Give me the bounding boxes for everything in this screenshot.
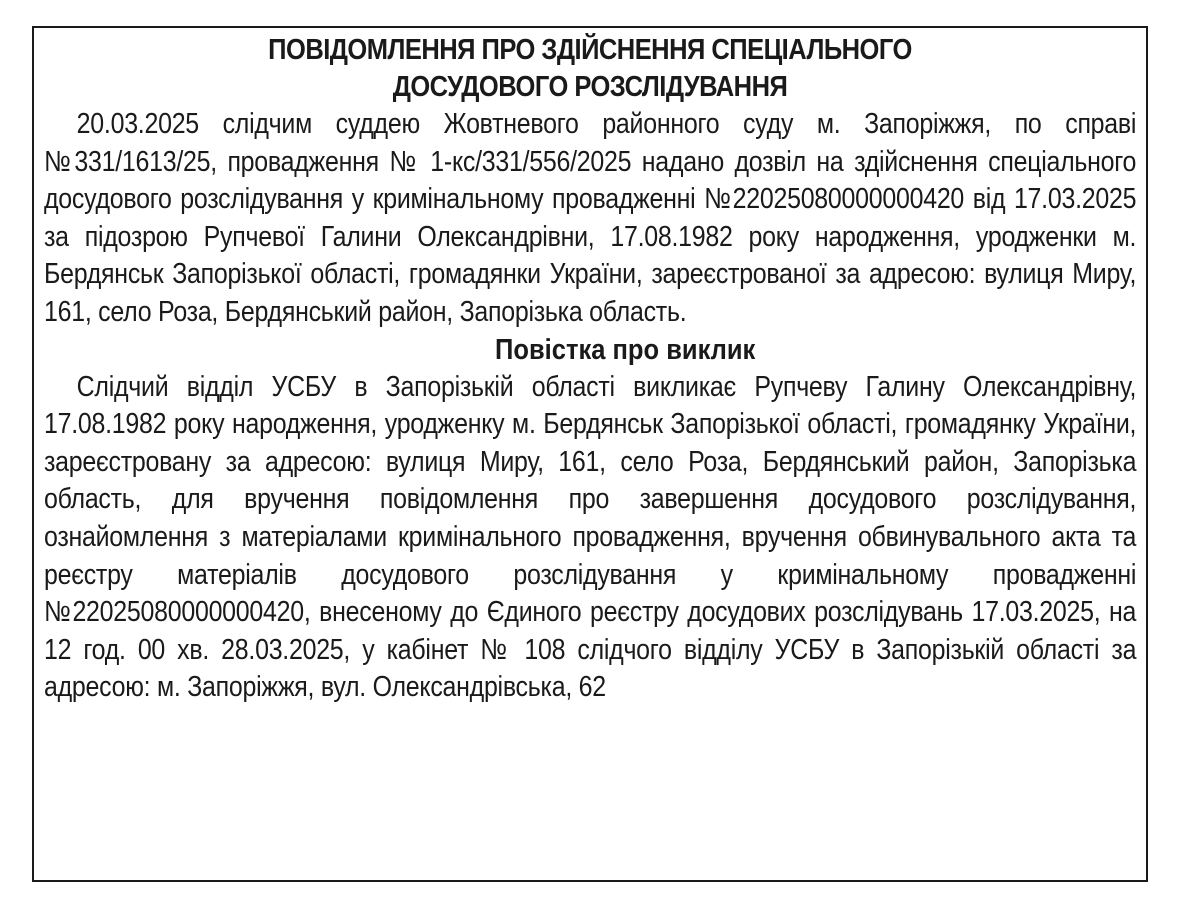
notice-title-line-1: ПОВІДОМЛЕННЯ ПРО ЗДІЙСНЕННЯ СПЕЦІАЛЬНОГО xyxy=(268,34,912,66)
notice-frame xyxy=(32,26,1148,882)
notice-title-line-2: ДОСУДОВОГО РОЗСЛІДУВАННЯ xyxy=(392,71,788,103)
summons-title: Повістка про виклик xyxy=(495,333,756,366)
summons-body: Слідчий відділ УСБУ в Запорізькій області викликає Рупчеву Галину Олександрівну, 17.08.1982 року народження, уродженку м. Бердянськ Запорізької області, громадянку України, зареєстровану за адресою: вулиця Миру, 161, село Роза, Бердянський район, Запорізька область, для вручення повідомлення про завершення досудового розслідування, ознайомлення з матеріалами кримінального провадження, вручення обвинувального акта та реєстру матеріалів досудового розслідування у кримінальному провадженні №22025080000000420, внесеному до Єдиного реєстру досудових розслідувань 17.03.2025, на 12 год. 00 хв. 28.03.2025, у кабінет № 108 слідчого відділу УСБУ в Запорізькій області за адресою: м. Запоріжжя, вул. Олександрівська, 62 xyxy=(44,370,1137,704)
notice-body: 20.03.2025 слідчим суддею Жовтневого районного суду м. Запоріжжя, по справі №331/1613/25, провадження № 1-кс/331/556/2025 надано дозвіл на здійснення спеціального досудового розслідування у кримінальному провадженні №22025080000000420 від 17.03.2025 за підозрою Рупчевої Галини Олександрівни, 17.08.1982 року народження, уродженки м. Бердянськ Запорізької області, громадянки України, зареєстрованої за адресою: вулиця Миру, 161, село Роза, Бердянський район, Запорізька область. xyxy=(44,108,1137,328)
notice-content xyxy=(44,32,1136,707)
